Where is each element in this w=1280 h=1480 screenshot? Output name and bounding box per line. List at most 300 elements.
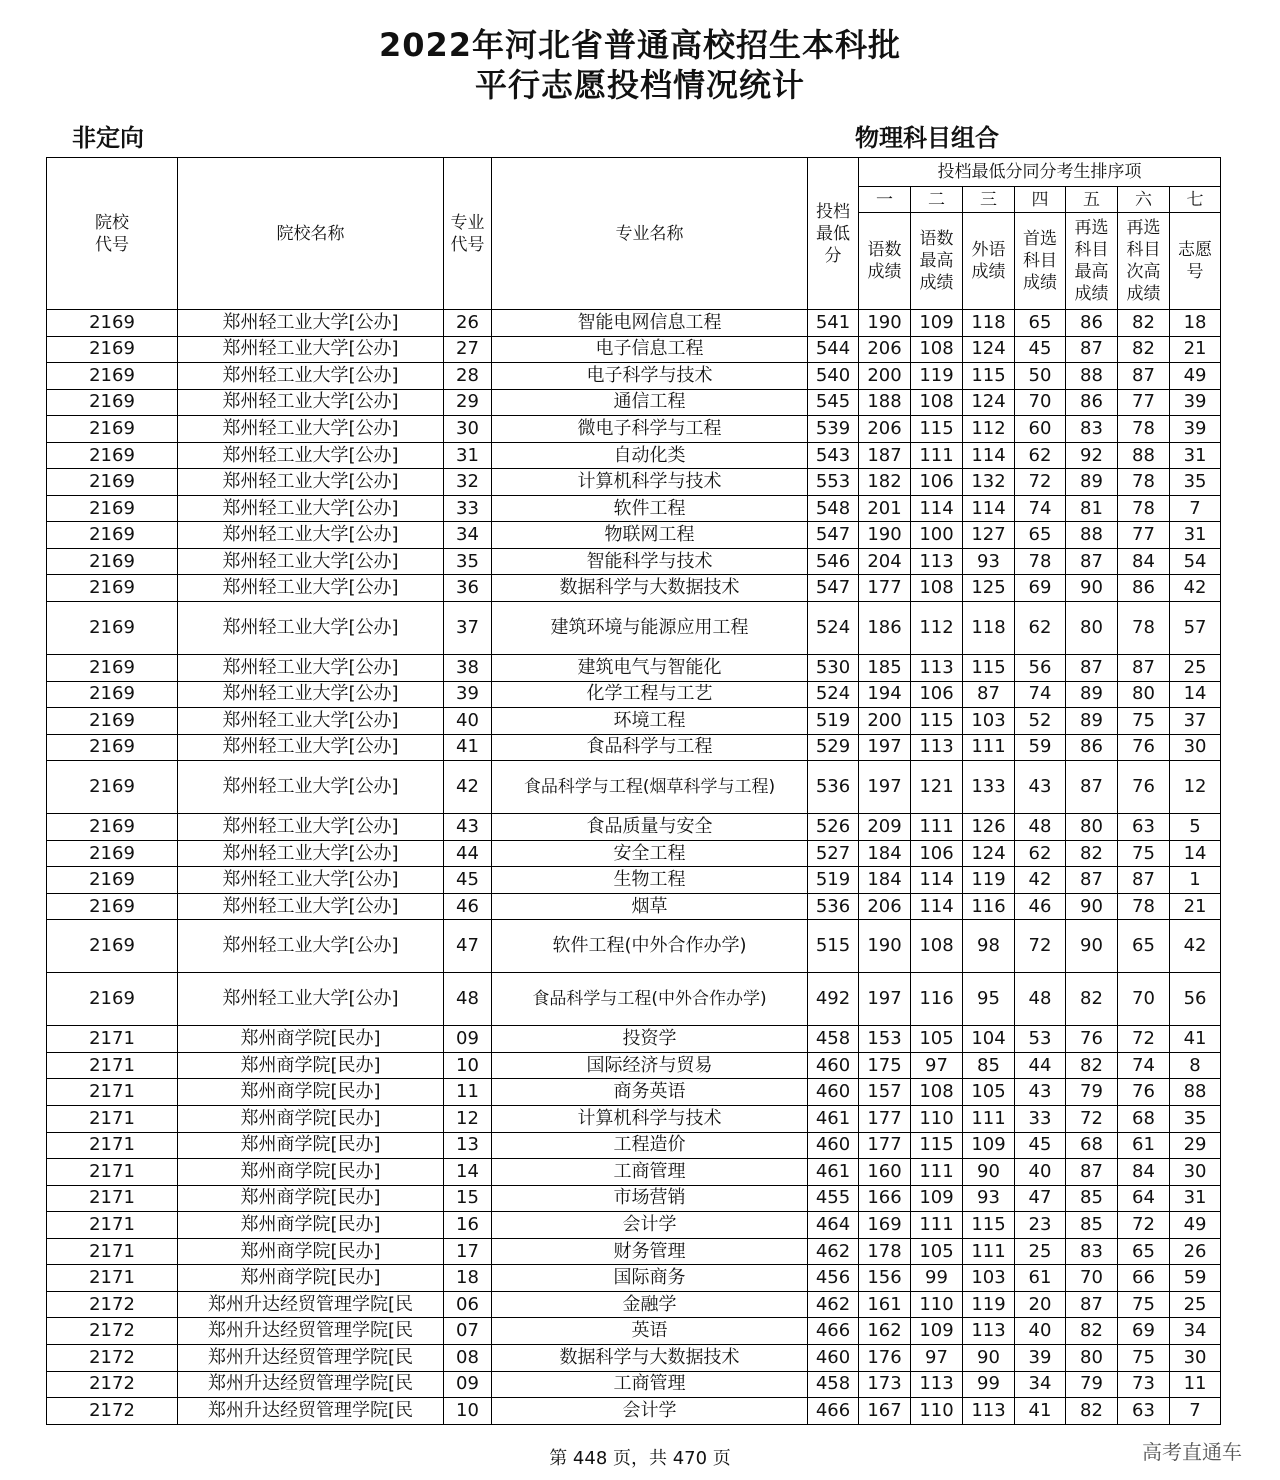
school-code-cell: 2169 [47, 442, 178, 469]
rank5-cell: 86 [1066, 734, 1118, 761]
rank1-cell: 177 [859, 1132, 911, 1159]
rank7-cell: 31 [1170, 522, 1221, 549]
major-code-cell: 07 [444, 1318, 492, 1345]
rank5-cell: 82 [1066, 840, 1118, 867]
rank5-cell: 70 [1066, 1265, 1118, 1292]
rank2-cell: 115 [911, 1132, 963, 1159]
rank1-cell: 167 [859, 1398, 911, 1425]
school-code-cell: 2169 [47, 708, 178, 735]
rank5-cell: 86 [1066, 389, 1118, 416]
rank3-cell: 118 [963, 602, 1015, 655]
rank1-cell: 166 [859, 1185, 911, 1212]
table-row [47, 602, 1221, 655]
rank5-cell: 89 [1066, 469, 1118, 496]
rank2-cell: 110 [911, 1398, 963, 1425]
table-row [47, 734, 1221, 761]
rank6-cell: 75 [1118, 708, 1170, 735]
rank2-cell: 110 [911, 1291, 963, 1318]
major-code-cell: 18 [444, 1265, 492, 1292]
school-code-cell: 2169 [47, 336, 178, 363]
header-rank-item: 再选科目次高成绩 [1118, 213, 1170, 310]
rank2-cell: 105 [911, 1026, 963, 1053]
rank1-cell: 182 [859, 469, 911, 496]
min-score-cell: 553 [808, 469, 859, 496]
major-code-cell: 42 [444, 761, 492, 814]
rank3-cell: 125 [963, 575, 1015, 602]
min-score-cell: 543 [808, 442, 859, 469]
rank6-cell: 75 [1118, 1291, 1170, 1318]
major-code-cell: 30 [444, 416, 492, 443]
major-code-cell: 06 [444, 1291, 492, 1318]
rank3-cell: 119 [963, 867, 1015, 894]
rank3-cell: 133 [963, 761, 1015, 814]
rank3-cell: 103 [963, 1265, 1015, 1292]
table-row [47, 469, 1221, 496]
school-code-cell: 2171 [47, 1265, 178, 1292]
rank2-cell: 108 [911, 575, 963, 602]
school-code-cell: 2172 [47, 1371, 178, 1398]
school-name-cell: 郑州轻工业大学[公办] [178, 416, 444, 443]
major-code-cell: 41 [444, 734, 492, 761]
rank2-cell: 106 [911, 469, 963, 496]
rank2-cell: 110 [911, 1106, 963, 1133]
min-score-cell: 539 [808, 416, 859, 443]
table-row [47, 1398, 1221, 1425]
rank5-cell: 85 [1066, 1185, 1118, 1212]
rank7-cell: 26 [1170, 1238, 1221, 1265]
major-name-cell: 自动化类 [492, 442, 808, 469]
rank1-cell: 162 [859, 1318, 911, 1345]
major-code-cell: 38 [444, 655, 492, 682]
rank4-cell: 61 [1015, 1265, 1066, 1292]
rank2-cell: 100 [911, 522, 963, 549]
rank6-cell: 75 [1118, 1344, 1170, 1371]
page-title-line2: 平行志愿投档情况统计 [474, 66, 805, 104]
rank1-cell: 200 [859, 708, 911, 735]
table-row [47, 495, 1221, 522]
school-code-cell: 2171 [47, 1238, 178, 1265]
rank5-cell: 87 [1066, 1159, 1118, 1186]
rank6-cell: 77 [1118, 389, 1170, 416]
rank3-cell: 114 [963, 442, 1015, 469]
rank3-cell: 118 [963, 310, 1015, 337]
min-score-cell: 524 [808, 602, 859, 655]
rank7-cell: 1 [1170, 867, 1221, 894]
rank5-cell: 76 [1066, 1026, 1118, 1053]
min-score-cell: 544 [808, 336, 859, 363]
rank6-cell: 84 [1118, 548, 1170, 575]
major-code-cell: 35 [444, 548, 492, 575]
header-ranking-group: 投档最低分同分考生排序项 [859, 158, 1221, 187]
rank4-cell: 62 [1015, 840, 1066, 867]
header-rank-item: 再选科目最高成绩 [1066, 213, 1118, 310]
rank6-cell: 76 [1118, 761, 1170, 814]
major-name-cell: 电子信息工程 [492, 336, 808, 363]
header-min-score: 投档最低分 [808, 158, 859, 310]
school-name-cell: 郑州商学院[民办] [178, 1185, 444, 1212]
major-name-cell: 软件工程(中外合作办学) [492, 920, 808, 973]
rank2-cell: 108 [911, 336, 963, 363]
major-code-cell: 34 [444, 522, 492, 549]
school-name-cell: 郑州商学院[民办] [178, 1079, 444, 1106]
major-name-cell: 国际经济与贸易 [492, 1052, 808, 1079]
rank1-cell: 186 [859, 602, 911, 655]
rank5-cell: 83 [1066, 416, 1118, 443]
major-code-cell: 46 [444, 893, 492, 920]
rank3-cell: 103 [963, 708, 1015, 735]
rank6-cell: 87 [1118, 867, 1170, 894]
major-name-cell: 智能电网信息工程 [492, 310, 808, 337]
major-name-cell: 会计学 [492, 1398, 808, 1425]
table-row [47, 973, 1221, 1026]
major-code-cell: 12 [444, 1106, 492, 1133]
header-rank-item: 志愿号 [1170, 213, 1221, 310]
rank5-cell: 86 [1066, 310, 1118, 337]
rank7-cell: 34 [1170, 1318, 1221, 1345]
school-code-cell: 2172 [47, 1398, 178, 1425]
rank4-cell: 70 [1015, 389, 1066, 416]
rank1-cell: 157 [859, 1079, 911, 1106]
rank2-cell: 111 [911, 1159, 963, 1186]
rank5-cell: 90 [1066, 575, 1118, 602]
header-rank-number: 三 [963, 187, 1015, 213]
rank1-cell: 177 [859, 575, 911, 602]
major-name-cell: 软件工程 [492, 495, 808, 522]
rank1-cell: 175 [859, 1052, 911, 1079]
min-score-cell: 460 [808, 1132, 859, 1159]
rank3-cell: 113 [963, 1398, 1015, 1425]
major-code-cell: 48 [444, 973, 492, 1026]
min-score-cell: 536 [808, 893, 859, 920]
rank2-cell: 108 [911, 389, 963, 416]
rank7-cell: 31 [1170, 1185, 1221, 1212]
table-row [47, 708, 1221, 735]
table-row [47, 548, 1221, 575]
rank1-cell: 153 [859, 1026, 911, 1053]
rank3-cell: 113 [963, 1318, 1015, 1345]
major-name-cell: 食品科学与工程(烟草科学与工程) [492, 761, 808, 814]
table-row [47, 867, 1221, 894]
rank3-cell: 116 [963, 893, 1015, 920]
major-code-cell: 44 [444, 840, 492, 867]
school-name-cell: 郑州轻工业大学[公办] [178, 469, 444, 496]
rank1-cell: 184 [859, 840, 911, 867]
rank2-cell: 115 [911, 416, 963, 443]
rank3-cell: 99 [963, 1371, 1015, 1398]
min-score-cell: 456 [808, 1265, 859, 1292]
rank5-cell: 88 [1066, 363, 1118, 390]
rank4-cell: 60 [1015, 416, 1066, 443]
major-code-cell: 13 [444, 1132, 492, 1159]
table-row [47, 1052, 1221, 1079]
rank7-cell: 7 [1170, 1398, 1221, 1425]
rank6-cell: 86 [1118, 575, 1170, 602]
school-code-cell: 2171 [47, 1159, 178, 1186]
rank2-cell: 106 [911, 840, 963, 867]
rank5-cell: 87 [1066, 867, 1118, 894]
table-row [47, 1079, 1221, 1106]
rank2-cell: 111 [911, 442, 963, 469]
school-name-cell: 郑州轻工业大学[公办] [178, 814, 444, 841]
school-name-cell: 郑州升达经贸管理学院[民 [178, 1371, 444, 1398]
school-name-cell: 郑州轻工业大学[公办] [178, 920, 444, 973]
header-rank-number: 二 [911, 187, 963, 213]
min-score-cell: 527 [808, 840, 859, 867]
rank6-cell: 82 [1118, 336, 1170, 363]
rank5-cell: 79 [1066, 1371, 1118, 1398]
rank5-cell: 80 [1066, 1344, 1118, 1371]
major-name-cell: 物联网工程 [492, 522, 808, 549]
school-name-cell: 郑州商学院[民办] [178, 1052, 444, 1079]
min-score-cell: 547 [808, 575, 859, 602]
rank2-cell: 114 [911, 867, 963, 894]
rank6-cell: 72 [1118, 1026, 1170, 1053]
rank6-cell: 87 [1118, 655, 1170, 682]
rank4-cell: 69 [1015, 575, 1066, 602]
rank2-cell: 111 [911, 1212, 963, 1239]
major-code-cell: 32 [444, 469, 492, 496]
rank1-cell: 197 [859, 973, 911, 1026]
min-score-cell: 462 [808, 1291, 859, 1318]
table-row [47, 920, 1221, 973]
min-score-cell: 461 [808, 1159, 859, 1186]
major-code-cell: 14 [444, 1159, 492, 1186]
rank4-cell: 50 [1015, 363, 1066, 390]
school-code-cell: 2171 [47, 1185, 178, 1212]
rank3-cell: 115 [963, 1212, 1015, 1239]
major-code-cell: 45 [444, 867, 492, 894]
rank5-cell: 87 [1066, 548, 1118, 575]
school-name-cell: 郑州轻工业大学[公办] [178, 681, 444, 708]
table-row [47, 840, 1221, 867]
rank3-cell: 126 [963, 814, 1015, 841]
rank2-cell: 109 [911, 1185, 963, 1212]
rank4-cell: 59 [1015, 734, 1066, 761]
major-name-cell: 食品科学与工程(中外合作办学) [492, 973, 808, 1026]
rank6-cell: 65 [1118, 920, 1170, 973]
major-name-cell: 数据科学与大数据技术 [492, 575, 808, 602]
min-score-cell: 519 [808, 708, 859, 735]
rank4-cell: 43 [1015, 761, 1066, 814]
rank2-cell: 97 [911, 1052, 963, 1079]
rank4-cell: 47 [1015, 1185, 1066, 1212]
rank6-cell: 68 [1118, 1106, 1170, 1133]
rank4-cell: 53 [1015, 1026, 1066, 1053]
rank2-cell: 116 [911, 973, 963, 1026]
header-rank-item: 语数最高成绩 [911, 213, 963, 310]
rank4-cell: 40 [1015, 1318, 1066, 1345]
school-code-cell: 2169 [47, 814, 178, 841]
school-code-cell: 2169 [47, 920, 178, 973]
rank2-cell: 111 [911, 814, 963, 841]
major-code-cell: 09 [444, 1371, 492, 1398]
rank7-cell: 41 [1170, 1026, 1221, 1053]
school-code-cell: 2169 [47, 389, 178, 416]
rank5-cell: 92 [1066, 442, 1118, 469]
major-name-cell: 建筑环境与能源应用工程 [492, 602, 808, 655]
rank7-cell: 8 [1170, 1052, 1221, 1079]
table-row [47, 1159, 1221, 1186]
rank3-cell: 115 [963, 363, 1015, 390]
table-row [47, 893, 1221, 920]
min-score-cell: 455 [808, 1185, 859, 1212]
rank4-cell: 72 [1015, 920, 1066, 973]
rank7-cell: 59 [1170, 1265, 1221, 1292]
min-score-cell: 460 [808, 1079, 859, 1106]
rank2-cell: 109 [911, 310, 963, 337]
rank6-cell: 87 [1118, 363, 1170, 390]
rank3-cell: 124 [963, 336, 1015, 363]
rank7-cell: 31 [1170, 442, 1221, 469]
table-row [47, 1238, 1221, 1265]
page-title-line1: 2022年河北省普通高校招生本科批 [378, 26, 902, 64]
rank7-cell: 14 [1170, 840, 1221, 867]
rank1-cell: 178 [859, 1238, 911, 1265]
rank1-cell: 201 [859, 495, 911, 522]
min-score-cell: 524 [808, 681, 859, 708]
major-name-cell: 市场营销 [492, 1185, 808, 1212]
school-name-cell: 郑州轻工业大学[公办] [178, 734, 444, 761]
rank3-cell: 109 [963, 1132, 1015, 1159]
rank6-cell: 64 [1118, 1185, 1170, 1212]
header-rank-number: 六 [1118, 187, 1170, 213]
school-name-cell: 郑州轻工业大学[公办] [178, 867, 444, 894]
rank2-cell: 113 [911, 548, 963, 575]
rank4-cell: 65 [1015, 522, 1066, 549]
rank5-cell: 87 [1066, 336, 1118, 363]
school-name-cell: 郑州轻工业大学[公办] [178, 389, 444, 416]
major-code-cell: 36 [444, 575, 492, 602]
major-name-cell: 建筑电气与智能化 [492, 655, 808, 682]
school-name-cell: 郑州轻工业大学[公办] [178, 655, 444, 682]
table-row [47, 681, 1221, 708]
major-name-cell: 金融学 [492, 1291, 808, 1318]
rank6-cell: 80 [1118, 681, 1170, 708]
rank4-cell: 72 [1015, 469, 1066, 496]
rank2-cell: 97 [911, 1344, 963, 1371]
rank5-cell: 81 [1066, 495, 1118, 522]
rank1-cell: 200 [859, 363, 911, 390]
rank2-cell: 114 [911, 495, 963, 522]
rank7-cell: 39 [1170, 389, 1221, 416]
rank4-cell: 74 [1015, 495, 1066, 522]
rank3-cell: 104 [963, 1026, 1015, 1053]
school-code-cell: 2169 [47, 973, 178, 1026]
table-row [47, 1371, 1221, 1398]
school-name-cell: 郑州轻工业大学[公办] [178, 602, 444, 655]
rank5-cell: 85 [1066, 1212, 1118, 1239]
rank2-cell: 113 [911, 734, 963, 761]
major-code-cell: 17 [444, 1238, 492, 1265]
rank5-cell: 79 [1066, 1079, 1118, 1106]
school-name-cell: 郑州轻工业大学[公办] [178, 442, 444, 469]
major-code-cell: 28 [444, 363, 492, 390]
rank7-cell: 30 [1170, 1344, 1221, 1371]
school-name-cell: 郑州商学院[民办] [178, 1238, 444, 1265]
major-name-cell: 烟草 [492, 893, 808, 920]
school-name-cell: 郑州升达经贸管理学院[民 [178, 1318, 444, 1345]
major-name-cell: 生物工程 [492, 867, 808, 894]
major-name-cell: 食品科学与工程 [492, 734, 808, 761]
school-name-cell: 郑州商学院[民办] [178, 1265, 444, 1292]
rank5-cell: 82 [1066, 1318, 1118, 1345]
min-score-cell: 458 [808, 1026, 859, 1053]
min-score-cell: 492 [808, 973, 859, 1026]
school-name-cell: 郑州升达经贸管理学院[民 [178, 1344, 444, 1371]
rank4-cell: 74 [1015, 681, 1066, 708]
rank6-cell: 74 [1118, 1052, 1170, 1079]
table-row [47, 1344, 1221, 1371]
table-row [47, 389, 1221, 416]
rank1-cell: 190 [859, 920, 911, 973]
rank4-cell: 65 [1015, 310, 1066, 337]
rank2-cell: 119 [911, 363, 963, 390]
school-name-cell: 郑州轻工业大学[公办] [178, 840, 444, 867]
rank2-cell: 113 [911, 1371, 963, 1398]
major-code-cell: 09 [444, 1026, 492, 1053]
rank7-cell: 18 [1170, 310, 1221, 337]
major-code-cell: 47 [444, 920, 492, 973]
rank6-cell: 78 [1118, 469, 1170, 496]
school-name-cell: 郑州轻工业大学[公办] [178, 495, 444, 522]
watermark: 高考直通车 [1142, 1440, 1242, 1464]
school-code-cell: 2169 [47, 469, 178, 496]
rank1-cell: 206 [859, 893, 911, 920]
major-name-cell: 数据科学与大数据技术 [492, 1344, 808, 1371]
header-major-code: 专业代号 [444, 158, 492, 310]
school-code-cell: 2169 [47, 575, 178, 602]
school-name-cell: 郑州升达经贸管理学院[民 [178, 1291, 444, 1318]
min-score-cell: 536 [808, 761, 859, 814]
school-name-cell: 郑州轻工业大学[公办] [178, 761, 444, 814]
table-row [47, 363, 1221, 390]
rank7-cell: 12 [1170, 761, 1221, 814]
min-score-cell: 460 [808, 1052, 859, 1079]
rank5-cell: 83 [1066, 1238, 1118, 1265]
rank4-cell: 44 [1015, 1052, 1066, 1079]
rank1-cell: 176 [859, 1344, 911, 1371]
rank4-cell: 33 [1015, 1106, 1066, 1133]
rank6-cell: 66 [1118, 1265, 1170, 1292]
rank1-cell: 173 [859, 1371, 911, 1398]
min-score-cell: 548 [808, 495, 859, 522]
major-code-cell: 10 [444, 1052, 492, 1079]
major-code-cell: 31 [444, 442, 492, 469]
rank6-cell: 78 [1118, 893, 1170, 920]
major-name-cell: 安全工程 [492, 840, 808, 867]
rank5-cell: 80 [1066, 814, 1118, 841]
rank4-cell: 43 [1015, 1079, 1066, 1106]
rank1-cell: 169 [859, 1212, 911, 1239]
rank6-cell: 88 [1118, 442, 1170, 469]
min-score-cell: 515 [808, 920, 859, 973]
major-code-cell: 43 [444, 814, 492, 841]
rank6-cell: 69 [1118, 1318, 1170, 1345]
rank7-cell: 21 [1170, 893, 1221, 920]
rank7-cell: 42 [1170, 920, 1221, 973]
rank7-cell: 37 [1170, 708, 1221, 735]
major-name-cell: 计算机科学与技术 [492, 1106, 808, 1133]
rank5-cell: 90 [1066, 893, 1118, 920]
rank1-cell: 188 [859, 389, 911, 416]
min-score-cell: 540 [808, 363, 859, 390]
rank4-cell: 45 [1015, 336, 1066, 363]
major-code-cell: 33 [444, 495, 492, 522]
min-score-cell: 464 [808, 1212, 859, 1239]
min-score-cell: 466 [808, 1318, 859, 1345]
rank1-cell: 187 [859, 442, 911, 469]
rank3-cell: 127 [963, 522, 1015, 549]
